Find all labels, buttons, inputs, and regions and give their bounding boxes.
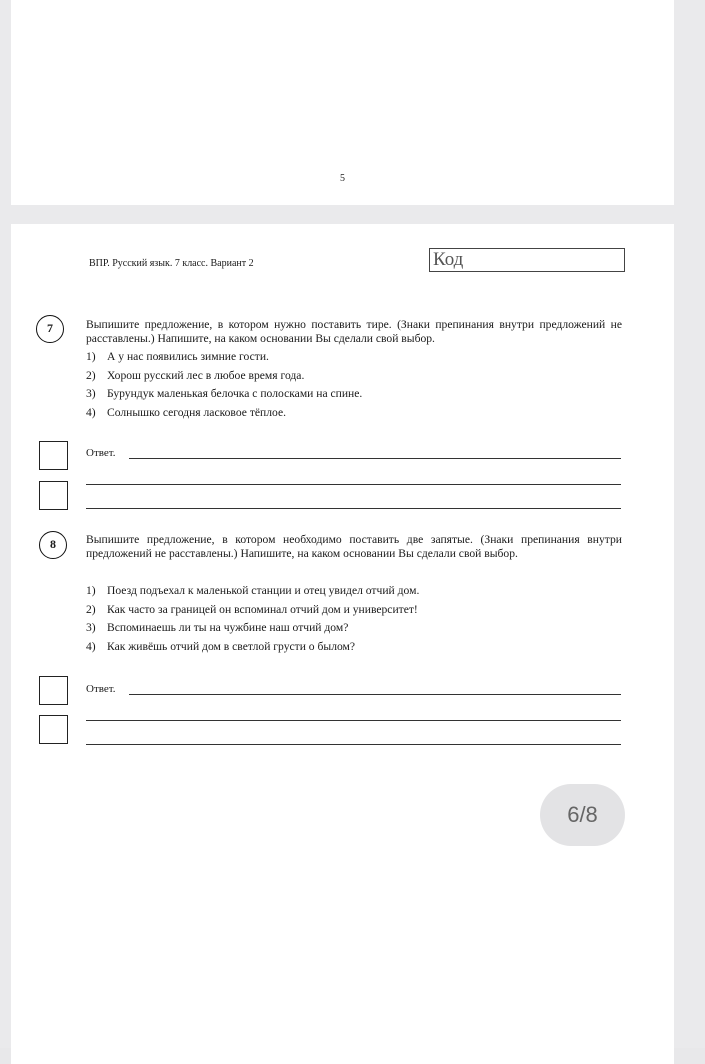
answer-line [86, 744, 621, 745]
option: 2) Как часто за границей он вспоминал отчий дом и университет! [86, 602, 418, 616]
score-box [39, 481, 68, 510]
answer-label-8: Ответ. [86, 683, 116, 695]
code-field: Код [429, 248, 625, 272]
question-8-text: Выпишите предложение, в котором необходимо поставить две запятые. (Знаки препинания внутри предложений не расставлены.) Напишите, на каком основании Вы сделали свой выбор. [86, 533, 622, 560]
current-page [11, 224, 674, 1064]
answer-line [86, 508, 621, 509]
answer-line [86, 720, 621, 721]
score-box [39, 441, 68, 470]
page-number: 5 [340, 173, 345, 184]
option: 4) Солнышко сегодня ласковое тёплое. [86, 405, 287, 419]
page-indicator: 6/8 [540, 784, 625, 846]
question-7-text: Выпишите предложение, в котором нужно поставить тире. (Знаки препинания внутри предложений не расставлены.) Напишите, на каком основании Вы сделали свой выбор. [86, 318, 622, 345]
question-7-options [86, 350, 622, 424]
option: 4) Как живёшь отчий дом в светлой грусти о былом? [86, 639, 356, 653]
answer-label-7: Ответ. [86, 447, 116, 459]
question-number-8: 8 [39, 531, 67, 559]
question-number-7: 7 [36, 315, 64, 343]
score-box [39, 715, 68, 744]
score-box [39, 676, 68, 705]
option: 3) Бурундук маленькая белочка с полосками на спине. [86, 387, 363, 400]
answer-line [86, 484, 621, 485]
option: 1) Поезд подъехал к маленькой станции и отец увидел отчий дом. [86, 584, 420, 597]
answer-line [129, 694, 621, 695]
question-8-options [86, 584, 622, 658]
option: 1) А у нас появились зимние гости. [86, 350, 269, 363]
option: 3) Вспоминаешь ли ты на чужбине наш отчий дом? [86, 621, 349, 634]
option: 2) Хорош русский лес в любое время года. [86, 368, 305, 382]
previous-page [11, 0, 674, 205]
document-header-title: ВПР. Русский язык. 7 класс. Вариант 2 [89, 258, 254, 269]
answer-line [129, 458, 621, 459]
